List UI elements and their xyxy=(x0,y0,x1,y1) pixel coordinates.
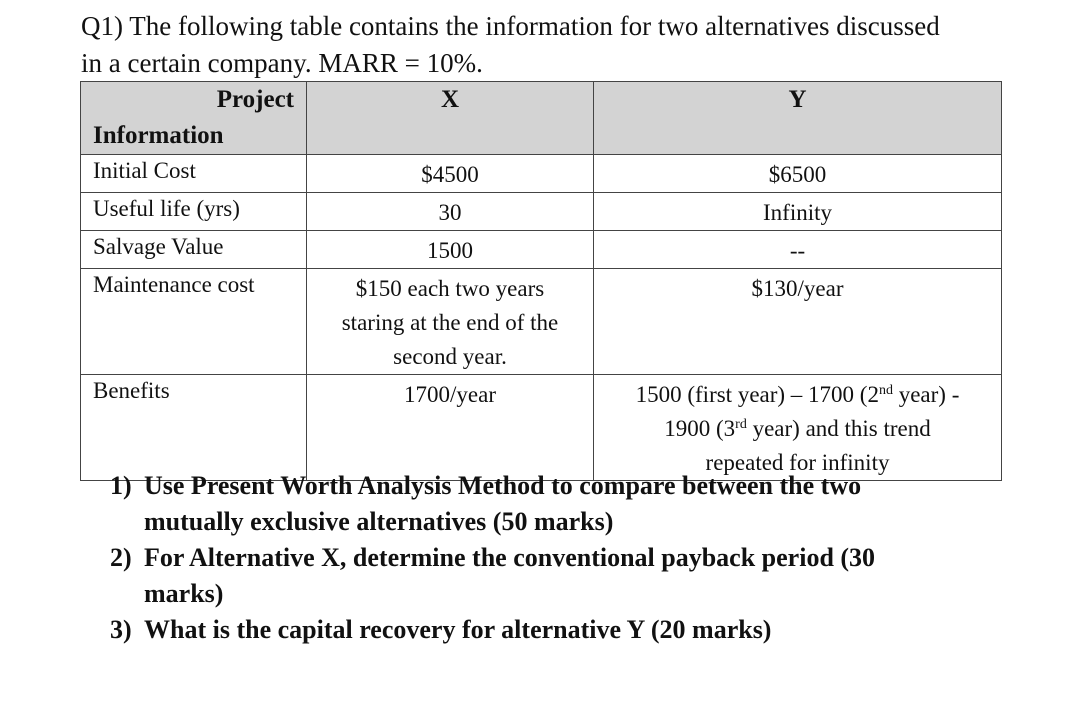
row-label-useful-life: Useful life (yrs) xyxy=(81,193,307,231)
cell-x-maintenance-line-2: staring at the end of the xyxy=(341,310,559,335)
row-label-initial-cost: Initial Cost xyxy=(81,155,307,193)
question-line-2: in a certain company. MARR = 10%. xyxy=(81,48,483,78)
task-number: 2) xyxy=(110,543,132,572)
header-x: X xyxy=(307,82,594,155)
benefits-text-1: 1500 (first year) – 1700 (2 xyxy=(635,382,879,407)
cell-y-salvage-value: -- xyxy=(594,231,1002,269)
row-label-salvage-value: Salvage Value xyxy=(81,231,307,269)
cell-x-initial-cost: $4500 xyxy=(307,155,594,193)
cell-x-benefits: 1700/year xyxy=(307,375,594,481)
task-list xyxy=(110,468,990,648)
question-line-1: Q1) The following table contains the information for two alternatives discussed xyxy=(81,11,940,41)
task-text-line: Use Present Worth Analysis Method to compare between the two xyxy=(144,471,862,500)
header-project-information xyxy=(81,82,307,155)
cell-y-benefits-line-1 xyxy=(594,378,1001,412)
cell-x-maintenance-cost xyxy=(307,269,594,375)
table-row xyxy=(81,155,1002,193)
table-header-row xyxy=(81,82,1002,155)
cell-x-maintenance-line-3: second year. xyxy=(393,344,507,369)
cell-y-benefits-line-2 xyxy=(594,412,1001,446)
header-information: Information xyxy=(93,122,224,149)
cell-y-initial-cost: $6500 xyxy=(594,155,1002,193)
cell-y-maintenance-cost: $130/year xyxy=(594,269,1002,375)
task-text-line: What is the capital recovery for alternative Y (20 marks) xyxy=(144,615,772,644)
superscript-nd: nd xyxy=(878,383,893,398)
superscript-rd: rd xyxy=(735,417,747,432)
task-item-2 xyxy=(110,540,990,612)
header-project: Project xyxy=(216,86,294,113)
question-text xyxy=(81,8,1041,82)
cell-x-salvage-value: 1500 xyxy=(307,231,594,269)
table-row xyxy=(81,269,1002,375)
cell-y-benefits xyxy=(594,375,1002,481)
task-number: 1) xyxy=(110,471,132,500)
cell-y-benefits-line-3: repeated for infinity xyxy=(705,450,890,475)
task-item-3 xyxy=(110,612,990,648)
task-item-1 xyxy=(110,468,990,540)
benefits-text-3: 1900 (3 xyxy=(664,416,736,441)
cell-x-maintenance-line-1: $150 each two years xyxy=(355,276,545,301)
alternatives-table xyxy=(80,81,1002,481)
table-row xyxy=(81,231,1002,269)
header-y: Y xyxy=(594,82,1002,155)
task-text-line: mutually exclusive alternatives (50 marks) xyxy=(144,507,614,536)
task-text-line: For Alternative X, determine the conventional payback period (30 xyxy=(144,543,876,572)
row-label-maintenance-cost: Maintenance cost xyxy=(81,269,307,375)
task-text-line: marks) xyxy=(144,579,224,608)
table-row xyxy=(81,375,1002,481)
benefits-text-4: year) and this trend xyxy=(746,416,931,441)
task-number: 3) xyxy=(110,615,132,644)
cell-y-useful-life: Infinity xyxy=(594,193,1002,231)
table-row xyxy=(81,193,1002,231)
row-label-benefits: Benefits xyxy=(81,375,307,481)
benefits-text-2: year) - xyxy=(892,382,960,407)
cell-x-useful-life: 30 xyxy=(307,193,594,231)
